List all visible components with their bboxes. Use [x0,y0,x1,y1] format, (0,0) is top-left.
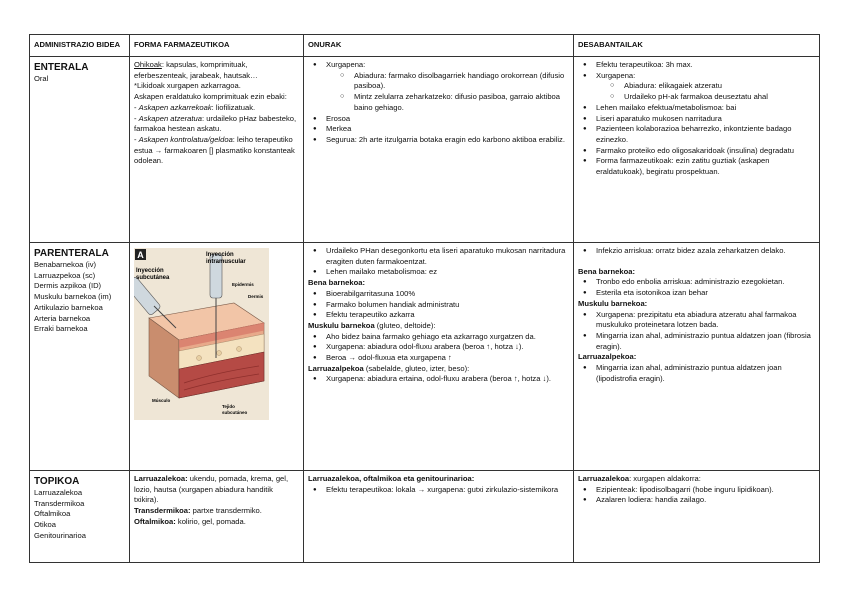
list-item: ● Ezipienteak: lipodisolbagarri (hobe inguru lipidikoan). [596,485,815,496]
header-route: ADMINISTRAZIO BIDEA [30,35,130,57]
list-item: ○ Abiadura: elikagaiek atzeratu [624,81,815,92]
route-sub: Genitourinarioa [34,530,86,540]
section-label: Muskulu barnekoa [308,320,375,330]
list-item: ● Farmako proteiko edo oligosakaridoak (insulina) degradatu [596,146,815,157]
administration-routes-table [29,34,820,563]
route-sub: Benabarnekoa (iv) [34,260,97,269]
list-item: ● Efektu terapeutiko azkarra [326,310,569,321]
list-item: ● Liseri aparatuko mukosen narritadura [596,114,815,125]
list-item: ● Segurua: 2h arte itzulgarria botaka eragin edo karbono aktiboa erabiliz. [326,135,569,146]
atzeratua-label: Askapen atzeratua [138,113,202,123]
kontrolatua-text: : leiho terapeutiko estua → farmakoaren [] plasmatiko konstanteak odolean. [134,134,295,166]
list-item: ● Forma farmazeutikoak: ezin zatitu guztiak (askapen eraldatukoak), begiratu prospektuan. [596,156,815,177]
list-item: ○ Urdaileko pH-ak farmakoa deuseztatu ahal [624,92,815,103]
ohikoak-label: Ohikoak [134,60,162,69]
list-item: ● Infekzio arriskua: orratz bidez azala zeharkatzen delako. [596,246,815,257]
header-disadvantages: DESABANTAILAK [574,35,820,57]
route-sub: Oral [34,74,49,83]
list-item: ● Xurgapena: abiadura ertaina, odol-fluxu arabera (beroa ↑, hotza ↓). [326,374,569,385]
list-item: ● Merkea [326,124,569,135]
route-title: TOPIKOA [34,476,80,487]
list-item: ● Erosoa [326,114,569,125]
list-item: ● Xurgapena: abiadura odol-fluxu arabera (beroa ↑, hotza ↓). [326,342,569,353]
larru-label: Larruazalekoa: [134,474,188,483]
list-item: ● Xurgapena: ○ Abiadura: farmako disolbagarriek handiago orokorrean (difusio pasiboa). ○ Mintz zelularra zeharkatzeko: difusio pasiboa, garraio aktiboa baino gehiago. [326,60,569,114]
trans-label: Transdermikoa: [134,506,191,516]
list-item: ● Mingarria izan ahal, administrazio puntua aldatzen joan (fibrosia eragin). [596,331,815,352]
route-sub: Muskulu barnekoa (im) [34,292,112,302]
row-enterala [30,57,820,243]
list-item: ● Beroa → odol-fluxua eta xurgapena ↑ [326,353,569,364]
section-label: Larruazalekoa [578,474,630,483]
label-epidermis: Epidermis [232,282,254,287]
advantages-cell [304,471,574,563]
list-item: ● Tronbo edo enbolia arriskua: administrazio ezegokietan. [596,277,815,288]
row-topikoa [30,471,820,563]
list-item: ● Efektu terapeutikoa: 3h max. [596,60,815,71]
advantages-cell [304,57,574,243]
label-intramuscular: Inyección [206,252,234,258]
ohikoak-text: : kapsulas, komprimituak, eferbeszenteak, jarabeak, hautsak… [134,60,258,80]
list-item: ○ Abiadura: farmako disolbagarriek handiago orokorrean (difusio pasiboa). [354,71,569,92]
section-label: Bena barnekoa: [308,278,365,288]
route-sub: Larruazpekoa (sc) [34,270,96,280]
section-label: Larruazalpekoa [308,363,364,373]
list-item: ● Lehen mailako metabolismoa: ez [326,267,569,278]
atzeratua-text: : urdaileko pHaz babesteko, farmakoa hestean askatu. [134,113,297,134]
section-label: Larruazalpekoa: [578,352,637,362]
disadvantages-cell [574,57,820,243]
list-item: ● Mingarria izan ahal, administrazio puntua aldatzen joan (lipodistrofia eragin). [596,363,815,384]
route-cell [30,471,130,563]
route-sub: Erraki barnekoa [34,324,88,334]
route-title: PARENTERALA [34,248,109,259]
disadvantages-cell [574,243,820,471]
form-cell: Larruazalekoa: ukendu, pomada, krema, gel, lozio, hautsa (xurgapen abiadura handitik txikira). Transdermikoa: partxe transdermiko. Oftalmikoa: kolirio, gel, pomada. [130,471,304,563]
list-item: ● Azalaren lodiera: handia zailago. [596,495,815,506]
form-cell [130,243,304,471]
section-label: Muskulu barnekoa: [578,298,648,308]
list-item: ○ Mintz zelularra zeharkatzeko: difusio pasiboa, garraio aktiboa baino gehiago. [354,92,569,113]
list-item: ● Farmako bolumen handiak administratu [326,300,569,311]
list-item: ● Efektu terapeutikoa: lokala → xurgapena: gutxi zirkulazio-sistemikora [326,485,569,496]
injection-illustration [134,248,269,420]
route-sub: Artikulazio barnekoa [34,302,103,312]
label-dermis: Dermis [248,294,264,299]
svg-text:subcutánea: subcutánea [136,275,170,281]
advantages-cell: ● Urdaileko PHan desegonkortu eta liseri aparatuko mukosan narritadura eragiten duten farmakoentzat. ● Lehen mailako metabolismoa: ez Bena barnekoa: ● Bioerabilgarritasuna 100% ● Farmako bolumen handiak administratu ● Efektu terapeutiko azkarra Muskulu barnekoa (gluteo, deltoide): ● Aho bidez baina farmako gehiago eta azkarrago xurgatzen da. ● Xurgapena: abiadura odol-fluxu arabera (beroa ↑, hotza ↓). ● Beroa → odol-fluxua eta xurgapena ↑ Larruazalpekoa (sabelalde, gluteo, izter, beso): ● Xurgapena: abiadura ertaina, odol-fluxu arabera (beroa ↑, hotza ↓). [304,243,574,471]
kontrolatua-label: Askapen kontrolatua/geldoa [138,134,233,144]
header-row [30,35,820,57]
section-label: Bena barnekoa: [578,266,635,276]
route-title: ENTERALA [34,62,89,73]
header-advantages: ONURAK [304,35,574,57]
svg-text:subcutáneo: subcutáneo [222,410,248,415]
disadvantages-cell: Larruazalekoa: xurgapen aldakorra: ● Ezipienteak: lipodisolbagarri (hobe inguru lipidikoan). ● Azalaren lodiera: handia zailago. [574,471,820,563]
azkarrekoak-label: Askapen azkarrekoak [138,102,212,112]
svg-text:intramuscular: intramuscular [206,259,246,265]
label-musculo: Músculo [152,398,171,403]
label-subcutaneous: Inyección [136,268,164,274]
row-parenterala [30,243,820,471]
list-item: ● Xurgapena: ○ Abiadura: elikagaiek atzeratu ○ Urdaileko pH-ak farmakoa deuseztatu ahal [596,71,815,103]
section-label: Larruazalekoa, oftalmikoa eta genitourinarioa: [308,474,475,483]
list-item: ● Esterila eta isotonikoa izan behar [596,288,815,299]
list-item: ● Urdaileko PHan desegonkortu eta liseri aparatuko mukosan narritadura eragiten duten farmakoentzat. [326,246,569,267]
route-sub: Larruazalekoa [34,488,83,497]
route-sub: Dermis azpikoa (ID) [34,281,102,291]
image-letter: A [137,250,144,260]
list-item: ● Pazienteen kolaborazioa beharrezko, inkontziente badago ezinezko. [596,124,815,145]
azkarrekoak-text: : liofilizatuak. [211,102,256,112]
list-item: ● Bioerabilgarritasuna 100% [326,289,569,300]
route-cell [30,243,130,471]
list-item: ● Xurgapena: prezipitatu eta abiadura atzeratu ahal farmakoa muskuluko proteinetara lotzen bada. [596,310,815,331]
list-item: ● Lehen mailako efektua/metabolismoa: bai [596,103,815,114]
route-sub: Otikoa [34,520,56,530]
route-sub: Oftalmikoa [34,509,71,519]
list-item: ● Aho bidez baina farmako gehiago eta azkarrago xurgatzen da. [326,332,569,343]
note-1: *Likidoak xurgapen azkarragoa. [134,81,241,91]
header-form: FORMA FARMAZEUTIKOA [130,35,304,57]
form-cell: Ohikoak: kapsulas, komprimituak, eferbeszenteak, jarabeak, hautsak… *Likidoak xurgapen azkarragoa. Askapen eraldatuko komprimituak ezin ebaki: - Askapen azkarrekoak: liofilizatuak. - Askapen atzeratua: urdaileko pHaz babesteko, farmakoa hestean askatu. - Askapen kontrolatua/geldoa: leiho terapeutiko estua → farmakoaren [] plasmatiko konstanteak odolean. [130,57,304,243]
oft-label: Oftalmikoa: [134,516,176,526]
route-sub: Arteria barnekoa [34,313,91,323]
label-tejido: Tejido [222,404,235,409]
route-cell [30,57,130,243]
note-2: Askapen eraldatuko komprimituak ezin ebaki: [134,92,287,102]
route-sub: Transdermikoa [34,498,85,508]
